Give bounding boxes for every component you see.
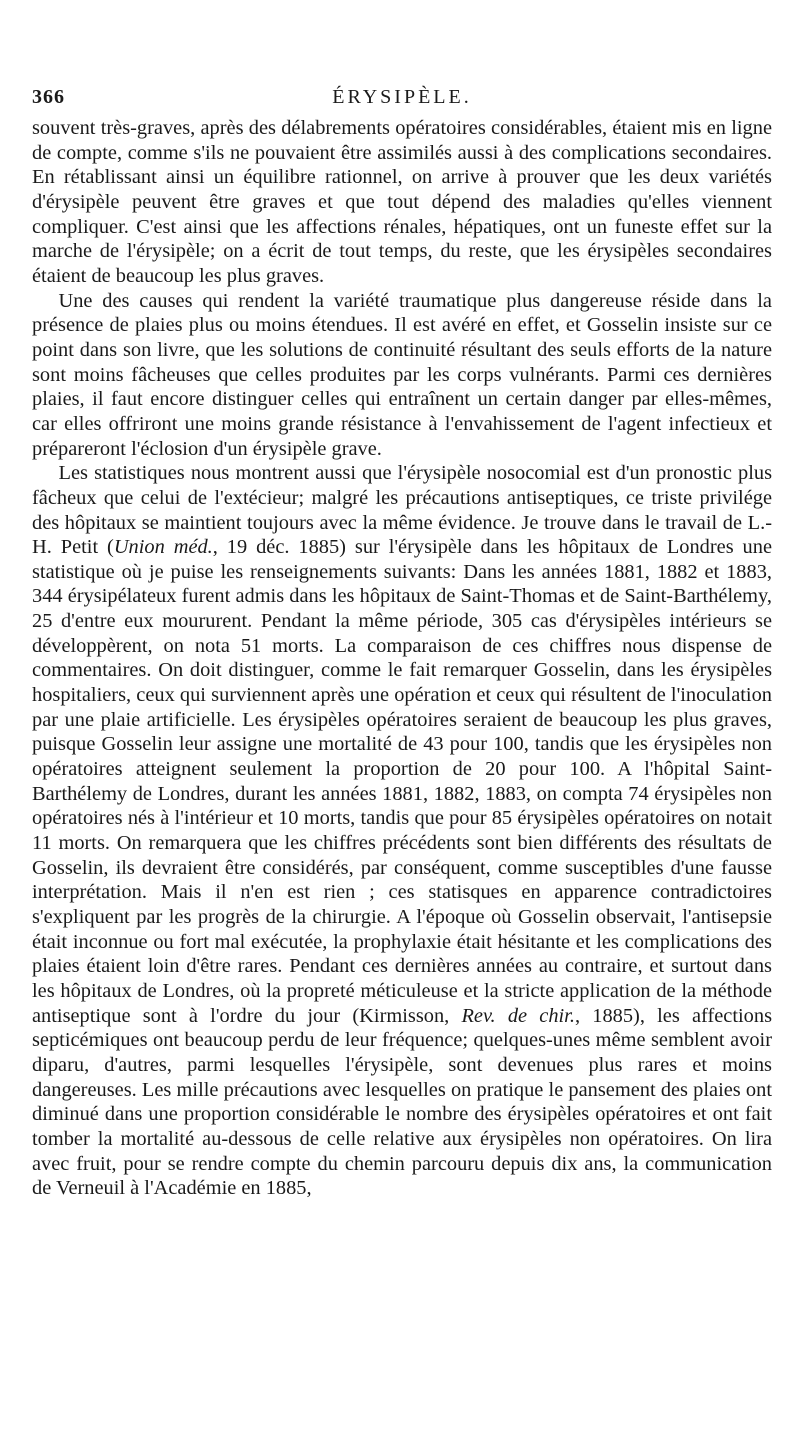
document-page (32, 86, 772, 1201)
text-segment: souvent très-graves, après des délabrements opératoires considérables, étaient mis en ligne de compte, comme s'ils ne pouvaient être assimilés aussi à des complications secondaires. En rétablissant ainsi un équilibre rationnel, on arrive à prouver que les deux variétés d'érysipèle peuvent être graves et que tout dépend des maladies qu'elles viennent compliquer. C'est ainsi que les affections rénales, hépatiques, ont un funeste effet sur la marche de l'érysipèle; on a écrit de tout temps, du reste, que les érysipèles secondaires étaient de beaucoup les plus graves. (32, 117, 772, 287)
text-segment: , 1885), les affections septicémiques ont beaucoup perdu de leur fréquence; quelques-unes même semblent avoir diparu, d'autres, parmi lesquelles l'érysipèle, sont devenues plus rares et moins dangereuses. Les mille précautions avec lesquelles on pratique le pansement des plaies ont diminué dans une proportion considérable le nombre des érysipèles opératoires et ont fait tomber la mortalité au-dessous de celle relative aux érysipèles non opératoires. On lira avec fruit, pour se rendre compte du chemin parcouru depuis dix ans, la communication de Verneuil à l'Académie en 1885, (32, 1004, 773, 1200)
text-segment: Les statistiques nous montrent aussi que l'érysipèle nosocomial est d'un pronostic plus fâcheux que celui de l'extécieur; malgré les précautions antiseptiques, ce triste privilége des hôpitaux se maintient toujours avec la même évidence. Je trouve dans le travail de L.-H. Petit ( (32, 462, 772, 559)
page-header (32, 86, 772, 116)
paragraph-traumatic-variety (32, 289, 772, 462)
text-segment: , 19 déc. 1885) sur l'érysipèle dans les hôpitaux de Londres une statistique où je puise les renseignements suivants: Dans les années 1881, 1882 et 1883, 344 érysipélateux furent admis dans les hôpitaux de Saint-Thomas et de Saint-Barthélemy, 25 d'entre eux moururent. Pendant la même période, 305 cas d'érysipèles intérieurs se développèrent, on nota 51 morts. La comparaison de ces chiffres nous dispense de commentaires. On doit distinguer, comme le fait remarquer Gosselin, dans les érysipèles hospitaliers, ceux qui surviennent après une opération et ceux qui résultent de l'inoculation par une plaie artificielle. Les érysipèles opératoires seraient de beaucoup les plus graves, puisque Gosselin leur assigne une mortalité de 43 pour 100, tandis que les érysipèles non opératoires atteignent seulement la proportion de 20 pour 100. A l'hôpital Saint-Barthélemy de Londres, durant les années 1881, 1882, 1883, on compta 74 érysipèles non opératoires nés à l'intérieur et 10 morts, tandis que pour 85 érysipèles opératoires on notait 11 morts. On remarquera que les chiffres précédents sont bien différents des résultats de Gosselin, ils devraient être considérés, par conséquent, comme susceptibles d'une fausse interprétation. Mais il n'en est rien ; ces statisques en apparence contradictoires s'expliquent par les progrès de la chirurgie. A l'époque où Gosselin observait, l'antisepsie était inconnue ou fort mal exécutée, la prophylaxie était hésitante et les complications des plaies étaient loin d'être rares. Pendant ces dernières années au contraire, et surtout dans les hôpitaux de Londres, où la propreté méticuleuse et la stricte application de la méthode antiseptique sont à l'ordre du jour (Kirmisson, (32, 536, 772, 1027)
page-number: 366 (32, 86, 65, 108)
citation-title: Union méd. (113, 536, 213, 559)
body-text (32, 116, 772, 1201)
paragraph-statistics (32, 461, 772, 1201)
paragraph-continuation (32, 116, 772, 289)
running-title: ÉRYSIPÈLE. (332, 86, 472, 108)
citation-title: Rev. de chir. (461, 1004, 575, 1027)
text-segment: Une des causes qui rendent la variété traumatique plus dangereuse réside dans la présence de plaies plus ou moins étendues. Il est avéré en effet, et Gosselin insiste sur ce point dans son livre, que les solutions de continuité résultant des seuls efforts de la nature sont moins fâcheuses que celles produites par les corps vulnérants. Parmi ces dernières plaies, il faut encore distinguer celles qui entraînent un certain danger par elles-mêmes, car elles offriront une moins grande résistance à l'envahissement de l'agent infectieux et prépareront l'éclosion d'un érysipèle grave. (32, 289, 772, 460)
